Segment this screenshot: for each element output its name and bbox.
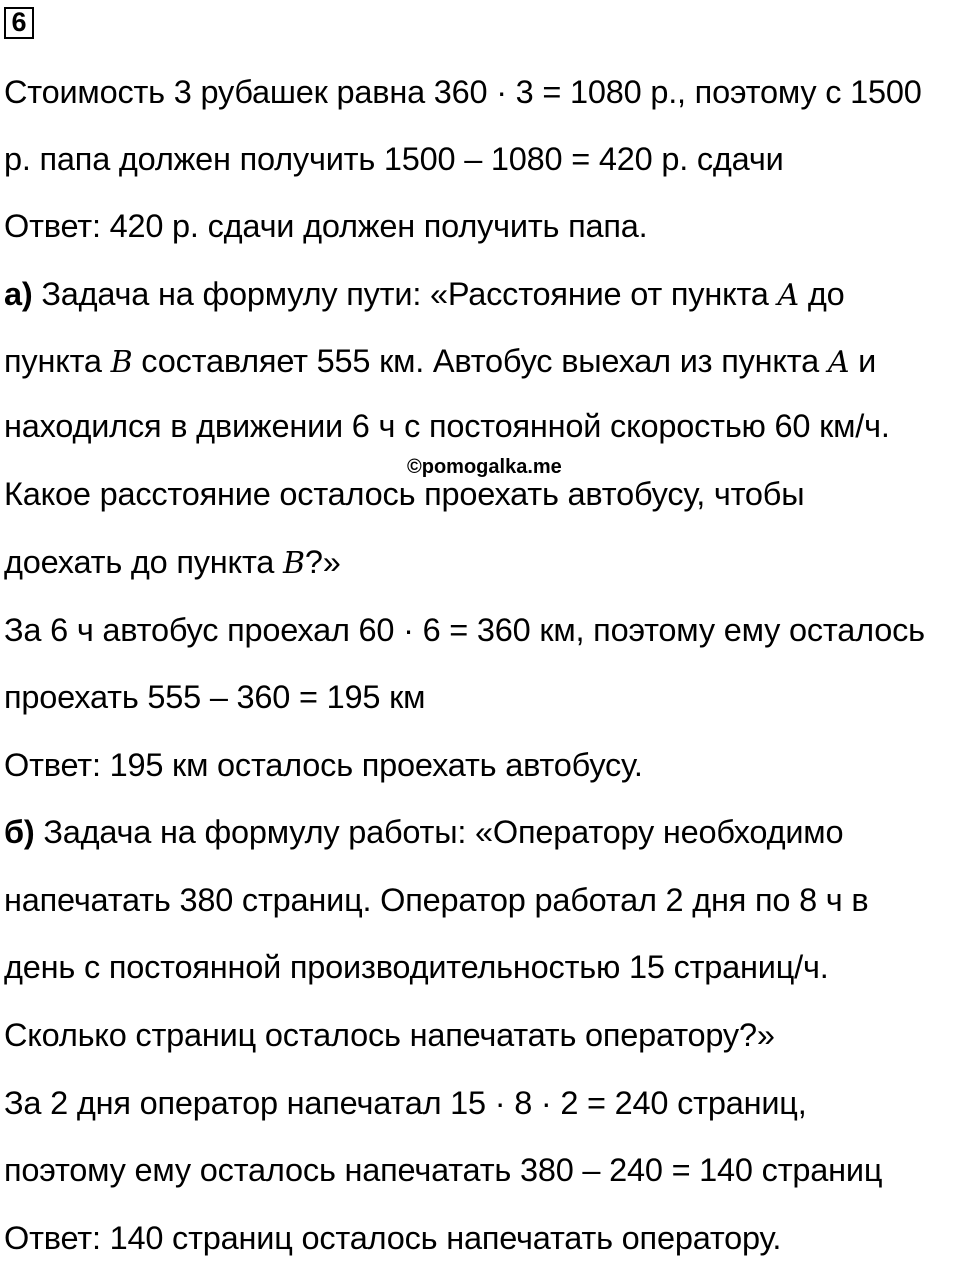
variable-a: A [777, 278, 799, 313]
text-line: напечатать 380 страниц. Оператор работал 2 дня по 8 ч в [4, 882, 869, 918]
task-a-line [4, 542, 341, 584]
variable-b: B [282, 546, 305, 581]
text-fragment: доехать до пункта [4, 544, 283, 580]
text-line: поэтому ему осталось напечатать 380 – 240 = 140 страниц [4, 1152, 883, 1188]
answer-line: Ответ: 140 страниц осталось напечатать оператору. [4, 1220, 782, 1256]
task-b-line [4, 812, 843, 852]
text-line: За 6 ч автобус проехал 60 · 6 = 360 км, поэтому ему осталось [4, 612, 925, 648]
task-a-line [4, 341, 876, 383]
text-line: За 2 дня оператор напечатал 15 · 8 · 2 = 240 страниц, [4, 1085, 807, 1121]
text-line: проехать 555 – 360 = 195 км [4, 679, 426, 715]
text-line: Стоимость 3 рубашек равна 360 · 3 = 1080 р., поэтому с 1500 [4, 74, 922, 110]
text-fragment: Задача на формулу работы: «Оператору необходимо [34, 814, 844, 850]
answer-line: Ответ: 420 р. сдачи должен получить папа. [4, 208, 648, 244]
text-line: Какое расстояние осталось проехать автобусу, чтобы [4, 476, 805, 512]
variable-a: A [827, 345, 850, 380]
text-fragment: пункта [4, 343, 111, 379]
text-fragment: до [798, 276, 845, 312]
part-b-label: б) [4, 814, 35, 850]
variable-b: B [110, 345, 133, 380]
text-line: день с постоянной производительностью 15 страниц/ч. [4, 949, 829, 985]
task-a-line [4, 274, 844, 316]
text-fragment: составляет 555 км. Автобус выехал из пункта [132, 343, 828, 379]
part-a-label: а) [4, 276, 33, 312]
text-line: р. папа должен получить 1500 – 1080 = 420 р. сдачи [4, 141, 784, 177]
text-fragment: ?» [304, 544, 341, 580]
text-line: Сколько страниц осталось напечатать оператору?» [4, 1017, 775, 1053]
watermark: ©pomogalka.me [407, 456, 562, 478]
answer-line: Ответ: 195 км осталось проехать автобусу. [4, 747, 643, 783]
task-number-box: 6 [4, 7, 34, 39]
text-line: находился в движении 6 ч с постоянной скоростью 60 км/ч. [4, 408, 890, 444]
text-fragment: и [849, 343, 877, 379]
text-fragment: Задача на формулу пути: «Расстояние от пункта [32, 276, 778, 312]
